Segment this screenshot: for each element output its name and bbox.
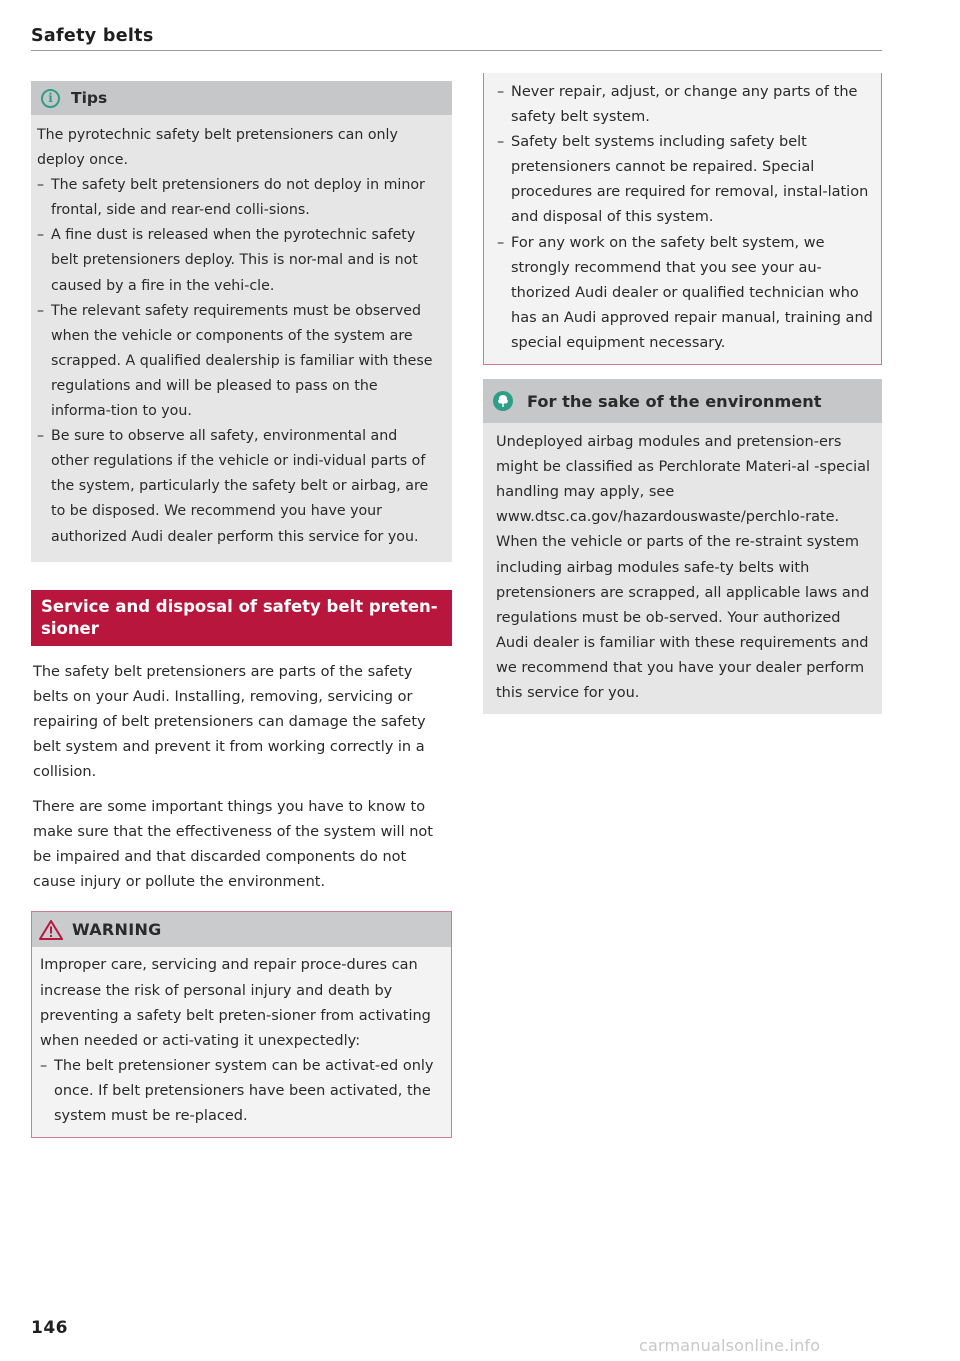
left-column [31, 81, 452, 1138]
section-heading: Service and disposal of safety belt preten-sioner [31, 590, 452, 646]
warning-header [32, 912, 451, 947]
tips-list [37, 173, 439, 549]
tips-item: – Be sure to observe all safety, environmental and other regulations if the vehicle or indi-vidual parts of the system, particularly the safety belt or airbag, are to be disposed. We recommend you have your authorized Audi dealer perform this service for you. [37, 424, 439, 549]
warning-list [40, 1054, 441, 1129]
warning-continued-list [497, 80, 873, 356]
tips-intro: The pyrotechnic safety belt pretensioners can only deploy once. [37, 127, 398, 169]
watermark: carmanualsonline.info [639, 1336, 821, 1355]
tips-heading: Tips [71, 89, 108, 107]
tree-icon [493, 391, 513, 411]
page-header-title: Safety belts [31, 26, 154, 46]
warning-triangle-icon [39, 920, 63, 940]
warning-intro: Improper care, servicing and repair proce-dures can increase the risk of personal injury and death by preventing a safety belt preten-sioner from activating when needed or acti-vating it unexpectedly: [40, 957, 431, 1049]
tips-item: – The safety belt pretensioners do not deploy in minor frontal, side and rear-end colli-sions. [37, 173, 439, 223]
warning-item: – Safety belt systems including safety belt pretensioners cannot be repaired. Special procedures are required for removal, instal-lation and disposal of this system. [497, 130, 873, 230]
environment-body [483, 423, 882, 714]
tips-box [31, 81, 452, 562]
section-paragraph: The safety belt pretensioners are parts of the safety belts on your Audi. Installing, removing, servicing or repairing of belt pretensioners can damage the safety belt system and prevent it from working correctly in a collision. [33, 663, 426, 780]
right-column [483, 73, 882, 714]
environment-heading: For the sake of the environment [527, 391, 822, 411]
tips-body [31, 115, 452, 562]
tips-header [31, 81, 452, 115]
tips-item: – The relevant safety requirements must be observed when the vehicle or components of the system are scrapped. A qualified dealership is familiar with these regulations and will be pleased to pass on the informa-tion to you. [37, 299, 439, 424]
info-icon: i [41, 89, 60, 108]
warning-heading: WARNING [72, 920, 162, 940]
warning-item: – Never repair, adjust, or change any parts of the safety belt system. [497, 80, 873, 130]
warning-box [31, 911, 452, 1138]
warning-continued-box [483, 73, 882, 365]
page-number: 146 [31, 1318, 68, 1338]
section-paragraph: There are some important things you have to know to make sure that the effectiveness of the system will not be impaired and that discarded components do not cause injury or pollute the environment. [33, 799, 433, 891]
environment-text: Undeployed airbag modules and pretension-ers might be classified as Perchlorate Materi-al -special handling may apply, see www.dtsc.ca.gov/hazardouswaste/perchlo-rate. When the vehicle or parts of the re-straint system including airbag modules safe-ty belts with pretensioners are scrapped, all applicable laws and regulations must be ob-served. Your authorized Audi dealer is familiar with these requirements and we recommend that you have your dealer perform this service for you. [496, 434, 871, 701]
environment-header [483, 379, 882, 423]
warning-item: – For any work on the safety belt system, we strongly recommend that you see your au-thorized Audi dealer or qualified technician who has an Audi approved repair manual, training and special equipment necessary. [497, 231, 873, 356]
header-divider [31, 50, 882, 51]
warning-item: – The belt pretensioner system can be activat-ed only once. If belt pretensioners have been activated, the system must be re-placed. [40, 1054, 441, 1129]
environment-box [483, 379, 882, 714]
warning-body [32, 947, 451, 1137]
tips-item: – A fine dust is released when the pyrotechnic safety belt pretensioners deploy. This is nor-mal and is not caused by a fire in the vehi-cle. [37, 223, 439, 298]
